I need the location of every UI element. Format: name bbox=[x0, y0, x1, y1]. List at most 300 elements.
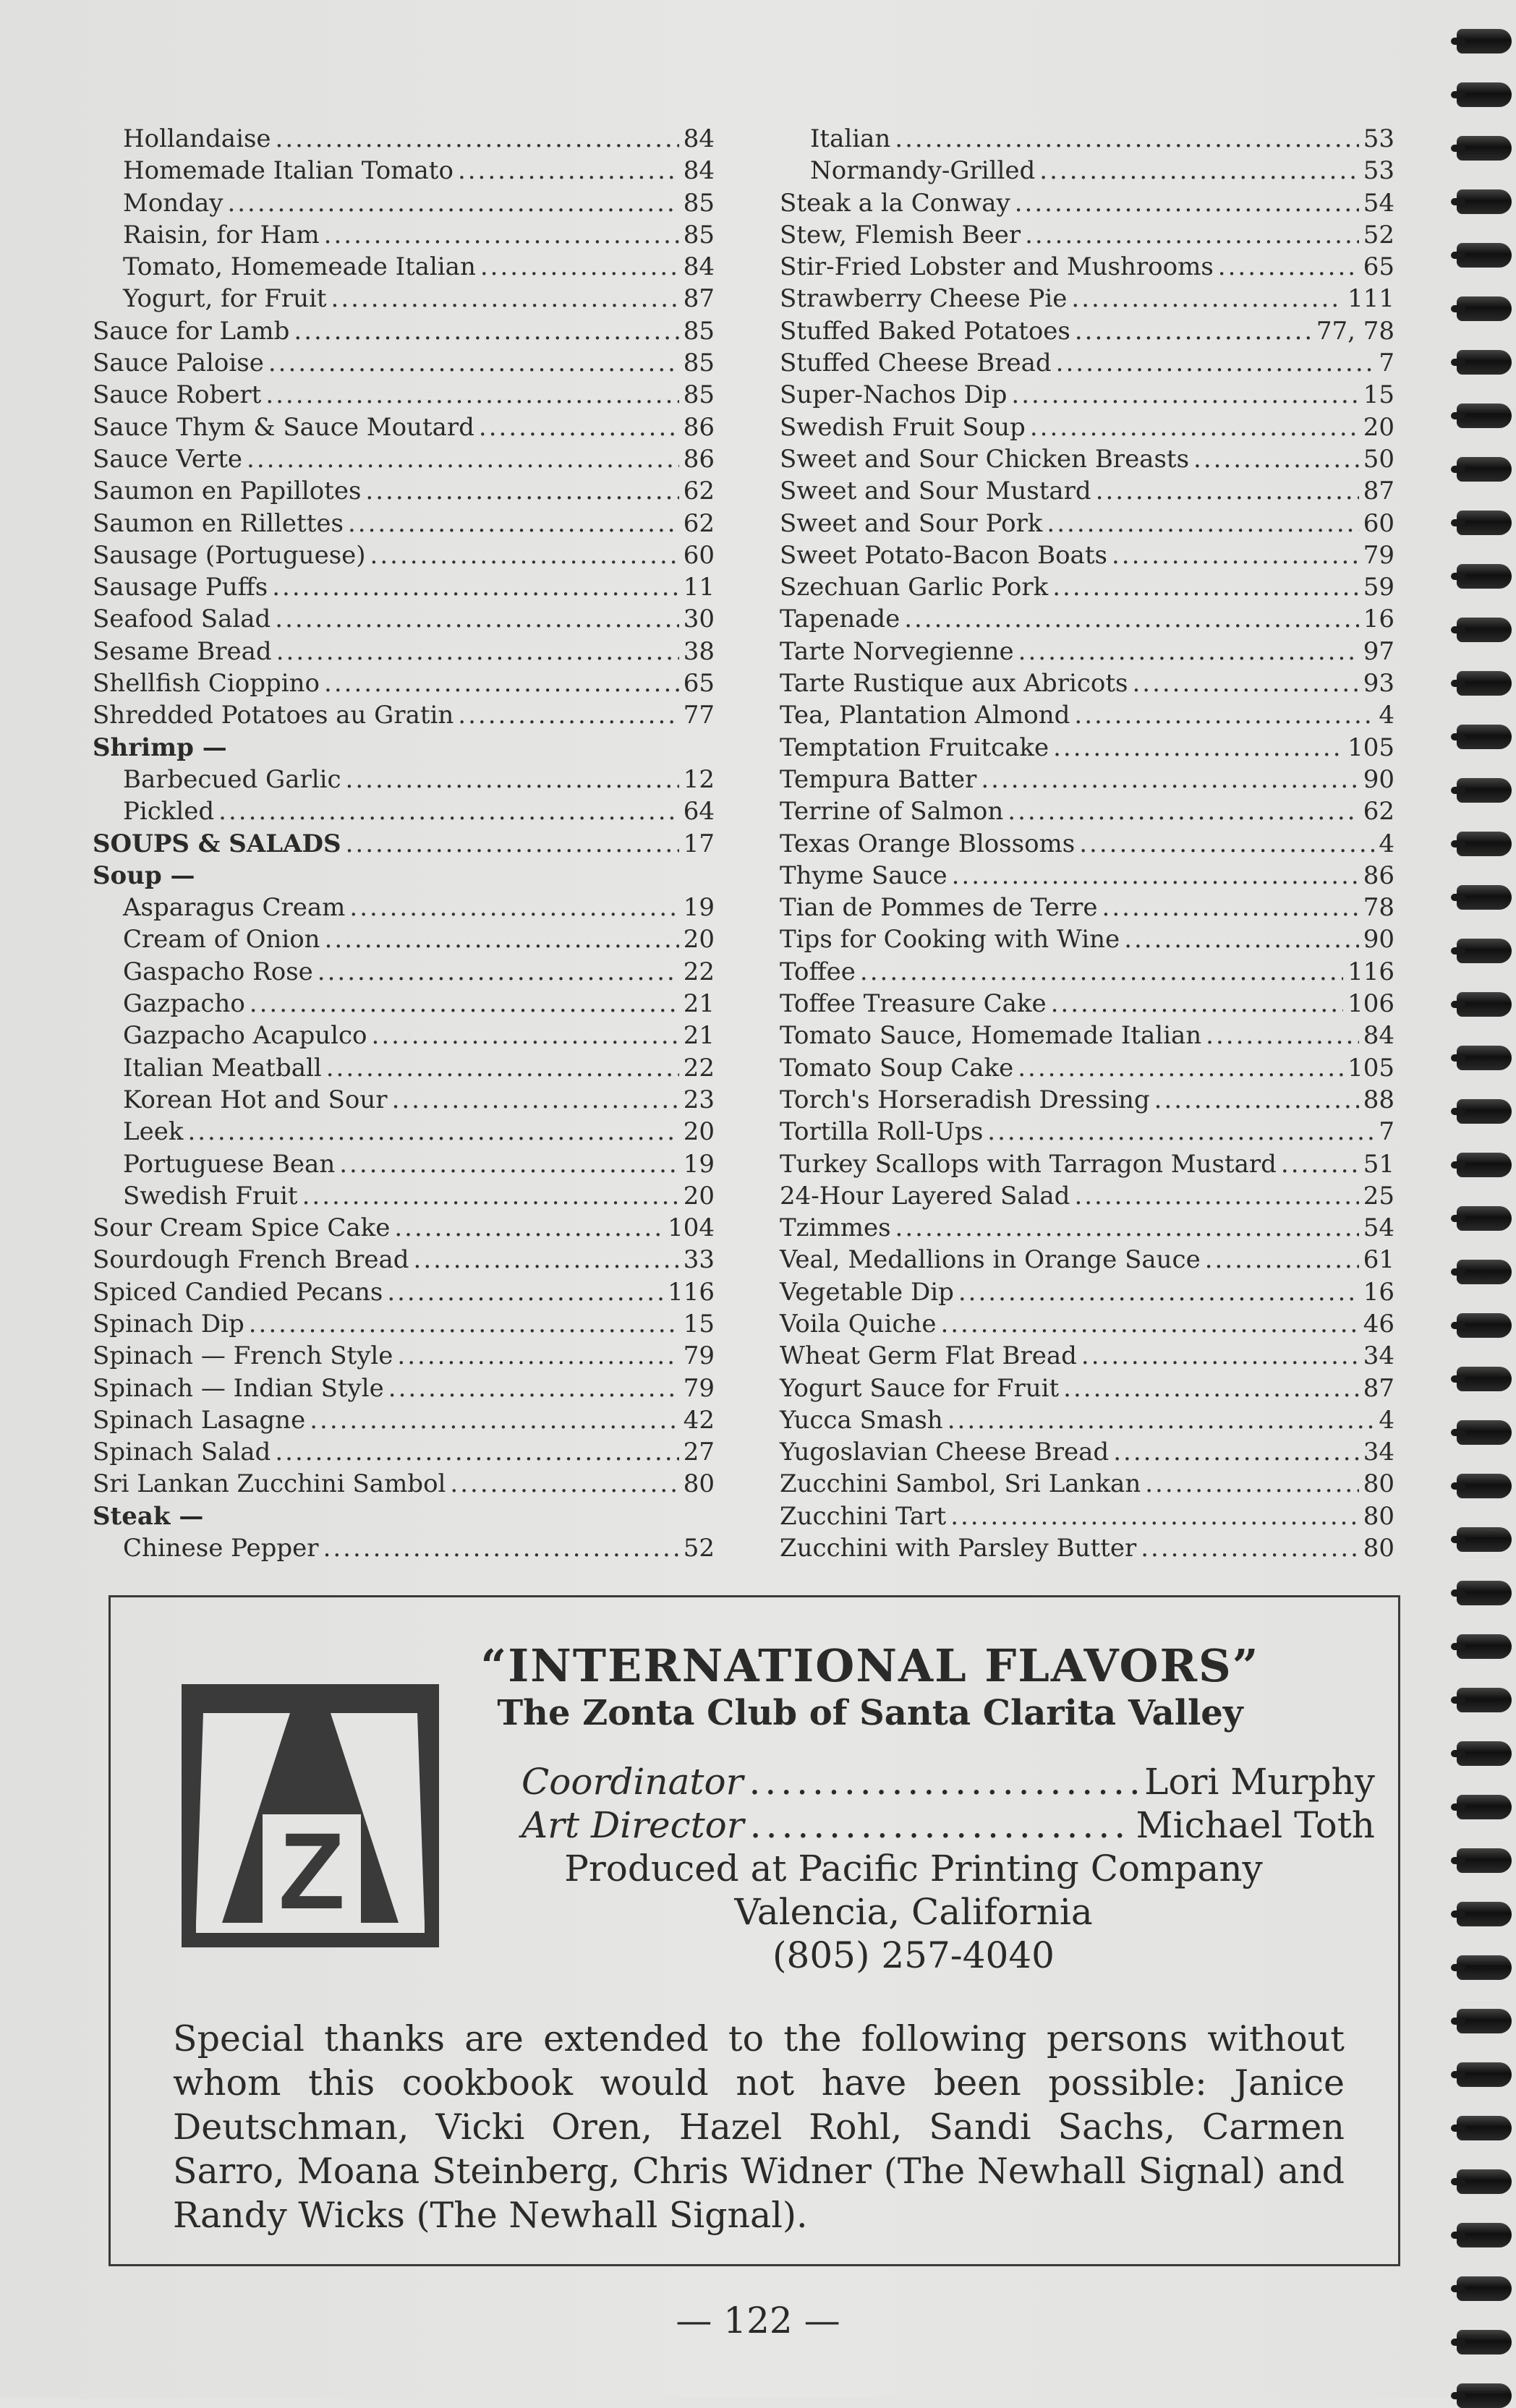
spiral-ring bbox=[1457, 992, 1512, 1017]
entry-label: Asparagus Cream bbox=[123, 893, 346, 923]
leader-dots bbox=[952, 860, 1359, 892]
leader-dots bbox=[387, 1276, 663, 1308]
spiral-ring bbox=[1457, 29, 1512, 54]
entry-label: Tea, Plantation Almond bbox=[780, 701, 1070, 730]
leader-dots bbox=[750, 1804, 1130, 1846]
entry-page-number: 77, 78 bbox=[1316, 316, 1394, 346]
entry-page-number: 80 bbox=[683, 1469, 715, 1499]
entry-label: Shredded Potatoes au Gratin bbox=[93, 701, 454, 730]
entry-label: Voila Quiche bbox=[780, 1309, 937, 1339]
index-entry bbox=[780, 828, 1394, 860]
entry-page-number: 111 bbox=[1347, 284, 1394, 314]
entry-page-number: 80 bbox=[1363, 1469, 1394, 1499]
entry-label: Sri Lankan Zucchini Sambol bbox=[93, 1469, 446, 1499]
leader-dots bbox=[948, 1404, 1375, 1436]
leader-dots bbox=[1039, 155, 1358, 187]
entry-label: 24-Hour Layered Salad bbox=[780, 1181, 1070, 1211]
leader-dots bbox=[950, 1500, 1359, 1532]
index-entry bbox=[780, 1372, 1394, 1404]
entry-label: Tarte Norvegienne bbox=[780, 636, 1014, 666]
entry-label: Steak a la Conway bbox=[780, 188, 1010, 218]
leader-dots bbox=[987, 1116, 1374, 1148]
leader-dots bbox=[268, 347, 679, 379]
spiral-ring bbox=[1457, 885, 1512, 910]
leader-dots bbox=[370, 539, 679, 571]
leader-dots bbox=[276, 123, 679, 155]
spiral-ring bbox=[1457, 2116, 1512, 2140]
leader-dots bbox=[480, 251, 679, 283]
leader-dots bbox=[1218, 251, 1359, 283]
index-entry bbox=[93, 1468, 715, 1500]
spiral-ring bbox=[1457, 2062, 1512, 2087]
index-entry bbox=[780, 219, 1394, 251]
leader-dots bbox=[1124, 923, 1359, 955]
leader-dots bbox=[1281, 1148, 1359, 1180]
spiral-ring bbox=[1457, 618, 1512, 642]
entry-label: Wheat Germ Flat Bread bbox=[780, 1341, 1077, 1371]
spiral-ring bbox=[1457, 1634, 1512, 1659]
entry-label: Normandy-Grilled bbox=[810, 156, 1036, 186]
entry-label: Temptation Fruitcake bbox=[780, 733, 1049, 762]
spiral-ring bbox=[1457, 1046, 1512, 1070]
entry-page-number: 54 bbox=[1363, 188, 1394, 218]
entry-page-number: 104 bbox=[668, 1213, 715, 1243]
entry-page-number: 86 bbox=[1363, 861, 1394, 890]
art-director-name: Michael Toth bbox=[1136, 1804, 1375, 1846]
spiral-ring bbox=[1457, 511, 1512, 535]
leader-dots bbox=[450, 1468, 678, 1500]
index-entry bbox=[780, 443, 1394, 475]
entry-page-number: 85 bbox=[683, 349, 715, 378]
leader-dots bbox=[1008, 795, 1358, 827]
index-entry bbox=[93, 764, 715, 795]
entry-page-number: 25 bbox=[1363, 1181, 1394, 1211]
spiral-ring bbox=[1457, 1153, 1512, 1177]
index-entry bbox=[780, 571, 1394, 603]
entry-label: Homemade Italian Tomato bbox=[123, 156, 453, 186]
entry-label: Saumon en Rillettes bbox=[93, 508, 344, 538]
coordinator-name: Lori Murphy bbox=[1144, 1761, 1375, 1803]
index-entry bbox=[93, 732, 715, 764]
entry-page-number: 79 bbox=[683, 1373, 715, 1403]
entry-label: Terrine of Salmon bbox=[780, 797, 1004, 827]
index-entry bbox=[780, 923, 1394, 955]
index-entry bbox=[93, 1148, 715, 1180]
index-entry bbox=[780, 475, 1394, 507]
entry-page-number: 34 bbox=[1363, 1438, 1394, 1467]
entry-label: Turkey Scallops with Tarragon Mustard bbox=[780, 1149, 1277, 1179]
index-entry bbox=[780, 411, 1394, 443]
leader-dots bbox=[349, 892, 678, 923]
entry-page-number: 60 bbox=[683, 540, 715, 570]
leader-dots bbox=[1018, 636, 1359, 667]
entry-page-number: 54 bbox=[1363, 1213, 1394, 1243]
leader-dots bbox=[294, 315, 678, 347]
leader-dots bbox=[1154, 1084, 1359, 1116]
leader-dots bbox=[1205, 1244, 1359, 1276]
entry-label: Korean Hot and Sour bbox=[123, 1085, 388, 1114]
index-entry bbox=[780, 795, 1394, 827]
entry-page-number: 4 bbox=[1379, 1405, 1394, 1435]
spiral-ring bbox=[1457, 2223, 1512, 2247]
index-entry bbox=[93, 155, 715, 187]
entry-label: Sweet and Sour Mustard bbox=[780, 477, 1091, 506]
entry-label: Shellfish Cioppino bbox=[93, 669, 320, 699]
index-entry bbox=[93, 828, 715, 860]
index-entry bbox=[780, 1468, 1394, 1500]
spiral-ring bbox=[1457, 1795, 1512, 1819]
leader-dots bbox=[1063, 1372, 1359, 1404]
leader-dots bbox=[325, 923, 679, 955]
entry-page-number: 60 bbox=[1363, 508, 1394, 538]
leader-dots bbox=[247, 443, 679, 475]
spiral-ring bbox=[1457, 243, 1512, 268]
leader-dots bbox=[397, 1340, 678, 1372]
index-entry bbox=[780, 315, 1394, 347]
index-entry bbox=[93, 1404, 715, 1436]
entry-page-number: 116 bbox=[1347, 957, 1394, 986]
entry-label: Szechuan Garlic Pork bbox=[780, 573, 1049, 602]
entry-page-number: 20 bbox=[683, 1181, 715, 1211]
index-entry bbox=[93, 1116, 715, 1148]
entry-label: Tian de Pommes de Terre bbox=[780, 893, 1098, 923]
index-entry bbox=[780, 508, 1394, 539]
spiral-ring bbox=[1457, 1206, 1512, 1231]
spiral-ring bbox=[1457, 2169, 1512, 2194]
entry-label: Thyme Sauce bbox=[780, 861, 948, 890]
leader-dots bbox=[458, 699, 678, 731]
entry-label: SOUPS & SALADS bbox=[93, 829, 341, 858]
index-entry bbox=[780, 1340, 1394, 1372]
index-entry bbox=[93, 923, 715, 955]
entry-page-number: 17 bbox=[683, 829, 715, 858]
index-entry bbox=[93, 1276, 715, 1308]
leader-dots bbox=[458, 155, 679, 187]
index-entry bbox=[780, 539, 1394, 571]
leader-dots bbox=[1096, 475, 1359, 507]
entry-label: Gaspacho Rose bbox=[123, 957, 313, 986]
entry-label: Sourdough French Bread bbox=[93, 1245, 409, 1275]
entry-page-number: 20 bbox=[683, 925, 715, 955]
leader-dots bbox=[1079, 828, 1374, 860]
index-entry bbox=[93, 1532, 715, 1564]
entry-label: Tomato Sauce, Homemade Italian bbox=[780, 1021, 1202, 1051]
index-entry bbox=[93, 379, 715, 411]
leader-dots bbox=[414, 1244, 679, 1276]
leader-dots bbox=[1074, 699, 1374, 731]
entry-page-number: 65 bbox=[683, 669, 715, 699]
svg-text:Z: Z bbox=[278, 1810, 345, 1931]
spiral-ring bbox=[1457, 671, 1512, 696]
index-entry bbox=[780, 892, 1394, 923]
entry-label: Yogurt Sauce for Fruit bbox=[780, 1373, 1060, 1403]
entry-page-number: 12 bbox=[683, 764, 715, 794]
index-entry bbox=[780, 667, 1394, 699]
leader-dots bbox=[940, 1308, 1358, 1340]
entry-page-number: 62 bbox=[683, 508, 715, 538]
leader-dots bbox=[1018, 1052, 1343, 1084]
index-entry bbox=[780, 379, 1394, 411]
entry-page-number: 64 bbox=[683, 797, 715, 827]
entry-label: Spinach Lasagne bbox=[93, 1405, 306, 1435]
leader-dots bbox=[1112, 539, 1359, 571]
leader-dots bbox=[227, 187, 678, 219]
leader-dots bbox=[187, 1116, 678, 1148]
leader-dots bbox=[323, 1532, 679, 1564]
index-entry bbox=[93, 988, 715, 1020]
entry-label: Spinach — Indian Style bbox=[93, 1373, 384, 1403]
leader-dots bbox=[1193, 443, 1359, 475]
entry-page-number: 33 bbox=[683, 1245, 715, 1275]
entry-label: Spiced Candied Pecans bbox=[93, 1277, 383, 1307]
spiral-ring bbox=[1457, 1420, 1512, 1445]
index-entry bbox=[93, 1020, 715, 1051]
spiral-ring bbox=[1457, 2383, 1512, 2408]
entry-label: Soup — bbox=[93, 861, 195, 890]
spiral-ring bbox=[1457, 564, 1512, 589]
leader-dots bbox=[265, 379, 678, 411]
spiral-ring bbox=[1457, 2009, 1512, 2033]
leader-dots bbox=[1113, 1436, 1359, 1468]
entry-page-number: 85 bbox=[683, 188, 715, 218]
entry-label: Vegetable Dip bbox=[780, 1277, 954, 1307]
index-entry bbox=[780, 251, 1394, 283]
entry-page-number: 46 bbox=[1363, 1309, 1394, 1339]
index-entry bbox=[93, 475, 715, 507]
entry-label: Sesame Bread bbox=[93, 636, 272, 666]
entry-page-number: 19 bbox=[683, 893, 715, 923]
entry-page-number: 23 bbox=[683, 1085, 715, 1114]
entry-page-number: 90 bbox=[1363, 925, 1394, 955]
spiral-ring bbox=[1457, 832, 1512, 856]
leader-dots bbox=[1025, 219, 1359, 251]
index-entry bbox=[93, 1340, 715, 1372]
leader-dots bbox=[392, 1084, 679, 1116]
leader-dots bbox=[1132, 667, 1358, 699]
leader-dots bbox=[310, 1404, 679, 1436]
spiral-ring bbox=[1457, 1688, 1512, 1712]
entry-page-number: 84 bbox=[683, 156, 715, 186]
leader-dots bbox=[250, 988, 679, 1020]
spiral-ring bbox=[1457, 1902, 1512, 1926]
leader-dots bbox=[1056, 347, 1375, 379]
index-entry bbox=[93, 571, 715, 603]
entry-label: Monday bbox=[123, 188, 223, 218]
spiral-ring bbox=[1457, 1099, 1512, 1124]
entry-page-number: 78 bbox=[1363, 893, 1394, 923]
entry-label: Stir-Fried Lobster and Mushrooms bbox=[780, 252, 1214, 282]
index-entry bbox=[780, 699, 1394, 731]
index-entry bbox=[93, 795, 715, 827]
entry-label: Tomato, Homemeade Italian bbox=[123, 252, 476, 282]
entry-label: Saumon en Papillotes bbox=[93, 477, 362, 506]
index-entry bbox=[780, 732, 1394, 764]
entry-label: Zucchini Sambol, Sri Lankan bbox=[780, 1469, 1141, 1499]
entry-page-number: 11 bbox=[683, 573, 715, 602]
entry-page-number: 93 bbox=[1363, 669, 1394, 699]
leader-dots bbox=[318, 956, 679, 988]
index-entry bbox=[780, 1500, 1394, 1532]
entry-label: Stuffed Baked Potatoes bbox=[780, 316, 1070, 346]
leader-dots bbox=[1206, 1020, 1359, 1051]
index-entry bbox=[93, 1212, 715, 1244]
spiral-ring bbox=[1457, 1367, 1512, 1391]
entry-page-number: 84 bbox=[683, 252, 715, 282]
spiral-ring bbox=[1457, 457, 1512, 482]
leader-dots bbox=[904, 603, 1358, 635]
entry-page-number: 59 bbox=[1363, 573, 1394, 602]
leader-dots bbox=[1081, 1340, 1359, 1372]
spiral-ring bbox=[1457, 136, 1512, 161]
entry-label: Tapenade bbox=[780, 605, 900, 634]
entry-label: Sweet and Sour Pork bbox=[780, 508, 1043, 538]
leader-dots bbox=[346, 828, 679, 860]
entry-page-number: 87 bbox=[1363, 477, 1394, 506]
index-column-left bbox=[93, 123, 715, 1564]
spiral-ring bbox=[1457, 2276, 1512, 2301]
entry-page-number: 116 bbox=[668, 1277, 715, 1307]
entry-page-number: 21 bbox=[683, 989, 715, 1019]
credits-title: “INTERNATIONAL FLAVORS” bbox=[480, 1639, 1260, 1692]
entry-page-number: 22 bbox=[683, 1053, 715, 1083]
entry-label: Texas Orange Blossoms bbox=[780, 829, 1076, 858]
credits-box bbox=[108, 1595, 1400, 2266]
phone-number: (805) 257-4040 bbox=[772, 1934, 1055, 1976]
spiral-ring bbox=[1457, 1313, 1512, 1338]
entry-page-number: 52 bbox=[1363, 220, 1394, 249]
spiral-ring bbox=[1457, 82, 1512, 107]
entry-label: Portuguese Bean bbox=[123, 1149, 336, 1179]
entry-label: Leek bbox=[123, 1117, 184, 1147]
leader-dots bbox=[394, 1212, 663, 1244]
leader-dots bbox=[339, 1148, 679, 1180]
leader-dots bbox=[895, 123, 1358, 155]
leader-dots bbox=[326, 1052, 679, 1084]
spiral-ring bbox=[1457, 1848, 1512, 1873]
leader-dots bbox=[365, 475, 678, 507]
leader-dots bbox=[1141, 1532, 1359, 1564]
entry-page-number: 50 bbox=[1363, 444, 1394, 474]
entry-label: Sauce Thym & Sauce Moutard bbox=[93, 412, 474, 442]
index-entry bbox=[93, 1308, 715, 1340]
entry-label: Italian Meatball bbox=[123, 1053, 322, 1083]
entry-label: Spinach Salad bbox=[93, 1438, 271, 1467]
entry-label: Spinach Dip bbox=[93, 1309, 244, 1339]
entry-label: Gazpacho Acapulco bbox=[123, 1021, 367, 1051]
spiral-ring bbox=[1457, 350, 1512, 375]
index-entry bbox=[93, 1372, 715, 1404]
entry-page-number: 38 bbox=[683, 636, 715, 666]
index-entry bbox=[93, 1500, 715, 1532]
entry-page-number: 53 bbox=[1363, 124, 1394, 153]
entry-label: Seafood Salad bbox=[93, 605, 271, 634]
index-entry bbox=[93, 603, 715, 635]
entry-label: Sweet and Sour Chicken Breasts bbox=[780, 444, 1190, 474]
index-entry bbox=[780, 187, 1394, 219]
entry-label: Super-Nachos Dip bbox=[780, 380, 1008, 410]
leader-dots bbox=[958, 1276, 1359, 1308]
entry-label: Pickled bbox=[123, 797, 215, 827]
entry-page-number: 79 bbox=[1363, 540, 1394, 570]
entry-page-number: 53 bbox=[1363, 156, 1394, 186]
index-entry bbox=[780, 1436, 1394, 1468]
entry-label: Stew, Flemish Beer bbox=[780, 220, 1021, 249]
entry-page-number: 34 bbox=[1363, 1341, 1394, 1371]
entry-label: Zucchini with Parsley Butter bbox=[780, 1534, 1137, 1563]
credits-subtitle: The Zonta Club of Santa Clarita Valley bbox=[497, 1693, 1243, 1733]
entry-page-number: 7 bbox=[1379, 349, 1394, 378]
zonta-logo-icon bbox=[182, 1684, 439, 1947]
entry-page-number: 52 bbox=[683, 1534, 715, 1563]
leader-dots bbox=[275, 1436, 678, 1468]
leader-dots bbox=[981, 764, 1358, 795]
entry-page-number: 86 bbox=[683, 412, 715, 442]
entry-label: Yugoslavian Cheese Bread bbox=[780, 1438, 1110, 1467]
leader-dots bbox=[479, 411, 679, 443]
entry-label: Torch's Horseradish Dressing bbox=[780, 1085, 1150, 1114]
leader-dots bbox=[276, 636, 679, 667]
entry-label: Sausage Puffs bbox=[93, 573, 268, 602]
index-entry bbox=[780, 636, 1394, 667]
leader-dots bbox=[749, 1761, 1138, 1803]
entry-page-number: 105 bbox=[1347, 1053, 1394, 1083]
entry-label: Raisin, for Ham bbox=[123, 220, 320, 249]
entry-page-number: 88 bbox=[1363, 1085, 1394, 1114]
index-entry bbox=[93, 508, 715, 539]
leader-dots bbox=[218, 795, 679, 827]
entry-page-number: 85 bbox=[683, 220, 715, 249]
location: Valencia, California bbox=[734, 1891, 1093, 1933]
index-entry bbox=[93, 1052, 715, 1084]
entry-page-number: 19 bbox=[683, 1149, 715, 1179]
entry-label: Toffee bbox=[780, 957, 856, 986]
entry-page-number: 86 bbox=[683, 444, 715, 474]
entry-label: Chinese Pepper bbox=[123, 1534, 319, 1563]
entry-page-number: 15 bbox=[1363, 380, 1394, 410]
spiral-ring bbox=[1457, 189, 1512, 214]
index-entry bbox=[780, 1020, 1394, 1051]
index-entry bbox=[93, 411, 715, 443]
entry-page-number: 51 bbox=[1363, 1149, 1394, 1179]
entry-page-number: 97 bbox=[1363, 636, 1394, 666]
entry-page-number: 42 bbox=[683, 1405, 715, 1435]
index-entry bbox=[780, 1148, 1394, 1180]
entry-label: Sauce Paloise bbox=[93, 349, 264, 378]
spiral-ring bbox=[1457, 1741, 1512, 1766]
entry-page-number: 15 bbox=[683, 1309, 715, 1339]
entry-label: Tarte Rustique aux Abricots bbox=[780, 669, 1128, 699]
index-entry bbox=[93, 347, 715, 379]
entry-page-number: 62 bbox=[683, 477, 715, 506]
entry-page-number: 21 bbox=[683, 1021, 715, 1051]
entry-page-number: 105 bbox=[1347, 733, 1394, 762]
index-entry bbox=[93, 699, 715, 731]
index-entry bbox=[93, 123, 715, 155]
leader-dots bbox=[249, 1308, 679, 1340]
entry-page-number: 77 bbox=[683, 701, 715, 730]
index-entry bbox=[780, 1276, 1394, 1308]
entry-page-number: 16 bbox=[1363, 1277, 1394, 1307]
index-entry bbox=[93, 315, 715, 347]
index-entry bbox=[780, 603, 1394, 635]
leader-dots bbox=[324, 219, 679, 251]
entry-page-number: 90 bbox=[1363, 764, 1394, 794]
index-entry bbox=[93, 667, 715, 699]
spiral-ring bbox=[1457, 296, 1512, 321]
entry-page-number: 85 bbox=[683, 316, 715, 346]
index-entry bbox=[93, 443, 715, 475]
coordinator-label: Coordinator bbox=[521, 1761, 744, 1803]
